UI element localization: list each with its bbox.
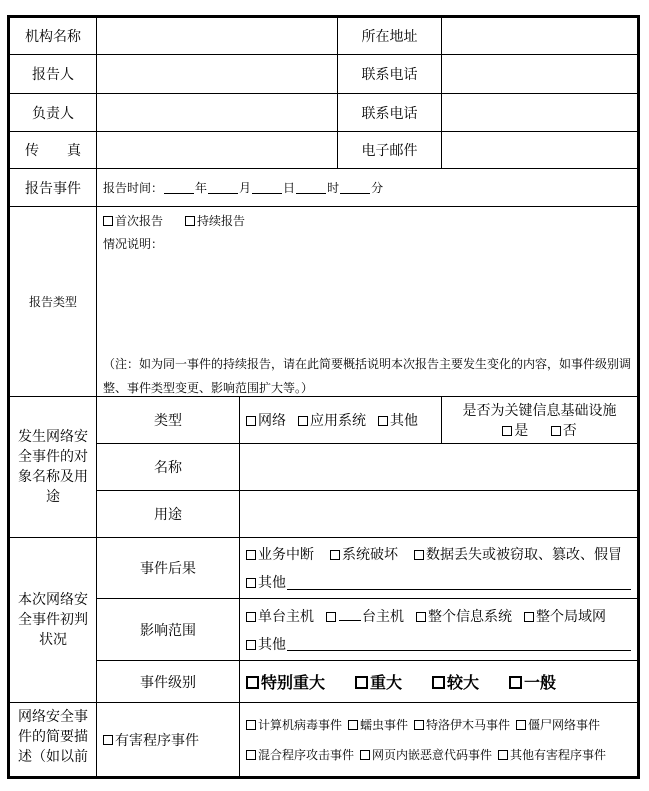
reporter-field[interactable]	[97, 55, 338, 94]
report-event-label-text: 报告事件	[25, 180, 81, 197]
checkbox-box	[516, 720, 526, 730]
checkbox-box	[185, 216, 195, 226]
target-name-label	[97, 444, 240, 491]
target-label	[10, 397, 97, 538]
cii-yes-label: 是	[514, 423, 529, 439]
subtype-virus-checkbox[interactable]	[246, 716, 342, 733]
checkbox-box	[551, 426, 561, 436]
checkbox-box	[355, 676, 368, 689]
scope-other-checkbox[interactable]	[246, 634, 286, 654]
checkbox-box	[246, 676, 259, 689]
report-type-cell	[97, 207, 637, 397]
cii-question: 是否为关键信息基础设施	[462, 403, 617, 419]
address-field[interactable]	[442, 18, 637, 55]
manager-phone-label	[338, 94, 442, 132]
checkbox-box	[298, 416, 308, 426]
assessment-label	[10, 538, 97, 703]
report-time-row	[97, 169, 637, 207]
assessment-label-text: 本次网络安全事件初判状况	[18, 592, 88, 648]
target-type-options	[240, 397, 442, 444]
report-time-prefix: 报告时间：	[103, 181, 164, 195]
first-report-label: 首次报告	[115, 213, 164, 228]
reporter-phone-label	[338, 55, 442, 94]
checkbox-box	[502, 426, 512, 436]
manager-phone-label-text: 联系电话	[361, 105, 418, 122]
day-unit: 日	[283, 181, 296, 195]
continued-report-checkbox[interactable]	[185, 212, 245, 229]
checkbox-box	[246, 640, 256, 650]
subtype-webpage-label: 网页内嵌恶意代码事件	[372, 748, 493, 762]
level-major-label: 重大	[370, 673, 403, 692]
cii-no-label: 否	[562, 423, 577, 439]
org-name-field[interactable]	[97, 18, 338, 55]
target-type-label-text: 类型	[154, 413, 182, 429]
level-extreme-checkbox[interactable]	[246, 670, 325, 693]
situation-label-text: 情况说明：	[103, 236, 164, 251]
consequence-options	[240, 538, 637, 599]
level-label-text: 事件级别	[140, 674, 196, 691]
description-label	[10, 703, 97, 776]
checkbox-box	[103, 735, 113, 745]
consequence-label	[97, 538, 240, 599]
fax-label-text: 传 真	[25, 143, 81, 159]
report-type-note: （注：如为同一事件的持续报告，请在此简要概括说明本次报告主要发生变化的内容，如事件级别调整、事件类型变更、影响范围扩大等。）	[103, 357, 632, 395]
consequence-data-checkbox[interactable]	[414, 544, 622, 564]
year-unit: 年	[195, 181, 208, 195]
checkbox-box	[246, 612, 256, 622]
level-options	[240, 661, 637, 703]
incident-report-form	[7, 15, 640, 779]
checkbox-box	[330, 550, 340, 560]
checkbox-box	[246, 750, 256, 760]
subtype-other-checkbox[interactable]	[498, 746, 606, 763]
level-major-checkbox[interactable]	[355, 670, 402, 693]
target-label-text: 发生网络安全事件的对象名称及用途	[18, 429, 88, 505]
cii-yes-checkbox[interactable]	[502, 423, 528, 439]
target-usage-label-text: 用途	[154, 507, 182, 523]
checkbox-box	[348, 720, 358, 730]
target-name-field[interactable]	[240, 444, 637, 491]
scope-single-host-checkbox[interactable]	[246, 606, 314, 626]
scope-label	[97, 599, 240, 661]
cii-cell	[442, 397, 637, 444]
reporter-label-text: 报告人	[32, 67, 74, 83]
subtype-webpage-checkbox[interactable]	[360, 746, 492, 763]
consequence-other-input[interactable]	[287, 575, 631, 590]
scope-multi-host-checkbox[interactable]	[326, 606, 404, 626]
report-type-label	[10, 207, 97, 397]
type-network-label: 网络	[258, 413, 286, 429]
checkbox-box	[378, 416, 388, 426]
type-other-checkbox[interactable]	[378, 410, 418, 430]
minute-unit: 分	[371, 181, 384, 195]
target-usage-label	[97, 491, 240, 538]
year-input[interactable]	[164, 181, 194, 194]
consequence-label-text: 事件后果	[140, 561, 196, 577]
scope-other-input[interactable]	[287, 636, 631, 651]
subtype-trojan-checkbox[interactable]	[414, 716, 510, 733]
level-general-checkbox[interactable]	[509, 670, 556, 693]
email-field[interactable]	[442, 132, 637, 169]
checkbox-box	[246, 578, 256, 588]
scope-info-system-checkbox[interactable]	[416, 606, 512, 626]
host-count-input[interactable]	[339, 608, 361, 621]
month-unit: 月	[239, 181, 252, 195]
type-application-label: 应用系统	[310, 413, 366, 429]
level-extreme-label: 特别重大	[261, 673, 326, 692]
manager-label-text: 负责人	[32, 105, 74, 122]
address-label-text: 所在地址	[361, 29, 418, 45]
continued-report-label: 持续报告	[197, 213, 246, 228]
report-event-label	[10, 169, 97, 207]
minute-input[interactable]	[340, 181, 370, 194]
scope-info-system-label: 整个信息系统	[428, 608, 512, 625]
scope-lan-label: 整个局域网	[536, 608, 606, 625]
subtype-other-label: 其他有害程序事件	[510, 748, 607, 762]
situation-textarea[interactable]	[103, 255, 631, 352]
scope-other-label: 其他	[258, 636, 286, 653]
address-label	[338, 18, 442, 55]
reporter-phone-field[interactable]	[442, 55, 637, 94]
checkbox-box	[414, 720, 424, 730]
consequence-system-label: 系统破坏	[342, 547, 398, 563]
checkbox-box	[246, 720, 256, 730]
manager-phone-field[interactable]	[442, 94, 637, 132]
report-type-label-text: 报告类型	[28, 295, 77, 309]
scope-single-host-label: 单台主机	[258, 608, 314, 625]
target-type-label	[97, 397, 240, 444]
consequence-other-checkbox[interactable]	[246, 572, 286, 592]
manager-field[interactable]	[97, 94, 338, 132]
reporter-phone-label-text: 联系电话	[361, 67, 418, 83]
scope-multi-host-label: 台主机	[362, 608, 404, 625]
malware-category-label: 有害程序事件	[115, 732, 199, 749]
target-name-label-text: 名称	[154, 460, 182, 476]
subtype-worm-label: 蠕虫事件	[360, 718, 409, 732]
target-usage-field[interactable]	[240, 491, 637, 538]
checkbox-box	[246, 416, 256, 426]
checkbox-box	[360, 750, 370, 760]
scope-options	[240, 599, 637, 661]
malware-category-checkbox[interactable]	[97, 703, 240, 776]
hour-input[interactable]	[296, 181, 326, 194]
reporter-label	[10, 55, 97, 94]
level-general-label: 一般	[524, 673, 557, 692]
fax-field[interactable]	[97, 132, 338, 169]
malware-subtypes	[240, 703, 637, 776]
org-name-label-text: 机构名称	[25, 29, 81, 45]
day-input[interactable]	[252, 181, 282, 194]
scope-label-text: 影响范围	[140, 622, 196, 639]
checkbox-box	[326, 612, 336, 622]
type-network-checkbox[interactable]	[246, 410, 286, 430]
email-label	[338, 132, 442, 169]
subtype-worm-checkbox[interactable]	[348, 716, 408, 733]
manager-label	[10, 94, 97, 132]
type-other-label: 其他	[390, 413, 418, 429]
subtype-trojan-label: 特洛伊木马事件	[426, 718, 511, 732]
subtype-hybrid-label: 混合程序攻击事件	[258, 748, 355, 762]
subtype-botnet-label: 僵尸网络事件	[528, 718, 601, 732]
hour-unit: 时	[327, 181, 340, 195]
subtype-hybrid-checkbox[interactable]	[246, 746, 354, 763]
consequence-business-label: 业务中断	[258, 547, 314, 563]
level-large-checkbox[interactable]	[432, 670, 479, 693]
checkbox-box	[103, 216, 113, 226]
checkbox-box	[509, 676, 522, 689]
month-input[interactable]	[208, 181, 238, 194]
subtype-botnet-checkbox[interactable]	[516, 716, 600, 733]
checkbox-box	[524, 612, 534, 622]
cii-no-checkbox[interactable]	[551, 423, 577, 439]
level-large-label: 较大	[447, 673, 480, 692]
checkbox-box	[416, 612, 426, 622]
consequence-business-checkbox[interactable]	[246, 544, 314, 564]
checkbox-box	[432, 676, 445, 689]
consequence-data-label: 数据丢失或被窃取、篡改、假冒	[426, 547, 622, 563]
level-label	[97, 661, 240, 703]
scope-lan-checkbox[interactable]	[524, 606, 606, 626]
consequence-system-checkbox[interactable]	[330, 544, 398, 564]
situation-label	[103, 231, 631, 255]
checkbox-box	[246, 550, 256, 560]
description-label-text: 网络安全事件的简要描述（如以前	[18, 709, 88, 765]
email-label-text: 电子邮件	[361, 143, 418, 159]
consequence-other-label: 其他	[258, 575, 286, 591]
checkbox-box	[498, 750, 508, 760]
org-name-label	[10, 18, 97, 55]
fax-label	[10, 132, 97, 169]
first-report-checkbox[interactable]	[103, 212, 163, 229]
subtype-virus-label: 计算机病毒事件	[258, 718, 343, 732]
checkbox-box	[414, 550, 424, 560]
type-application-checkbox[interactable]	[298, 410, 366, 430]
